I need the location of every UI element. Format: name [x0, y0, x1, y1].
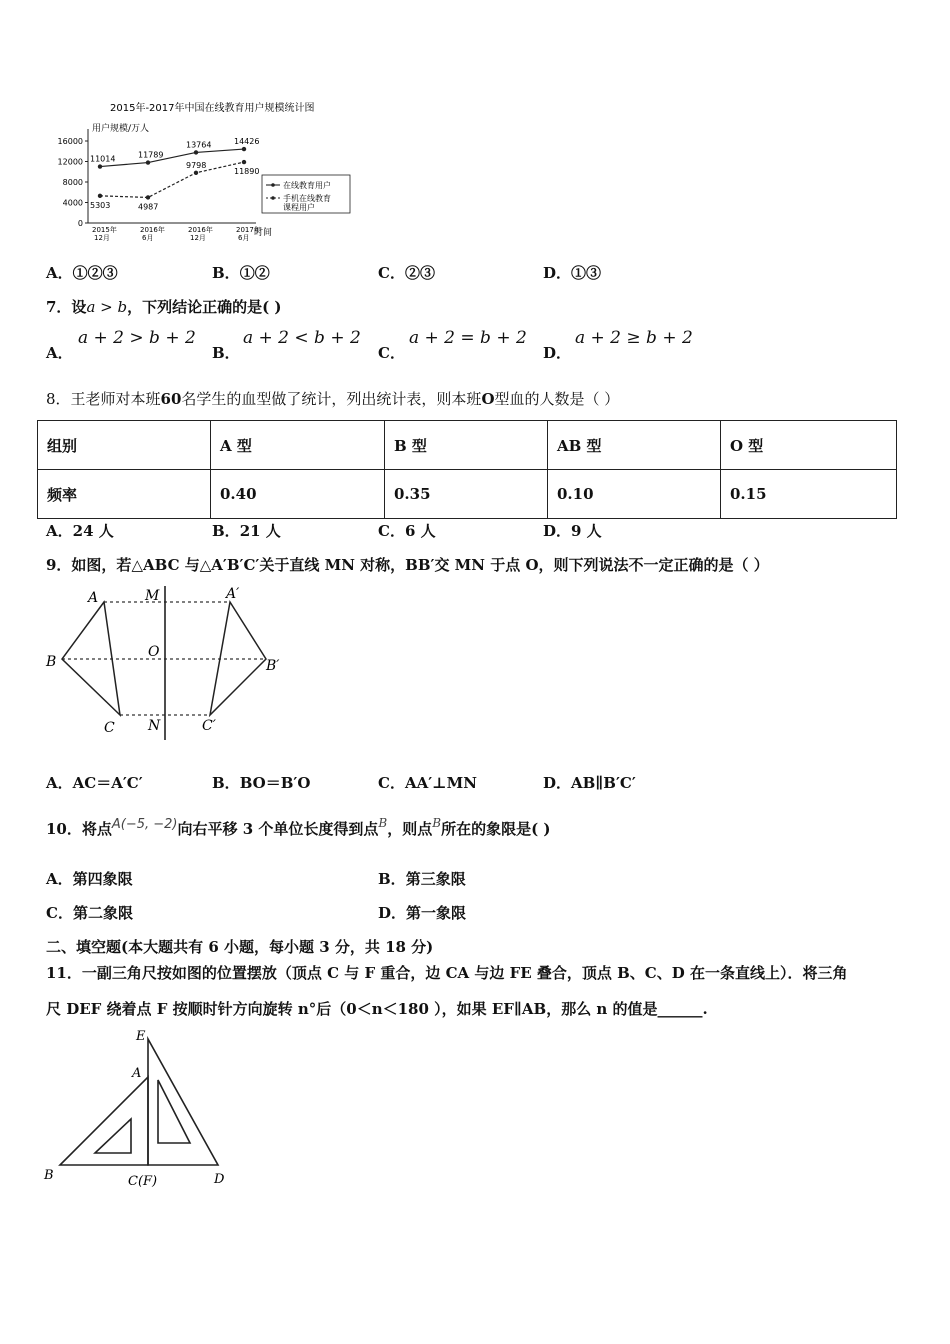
legend-marker — [271, 183, 275, 187]
q7-option-c-math: a + 2 = b + 2 — [409, 328, 527, 348]
q10-stem-d: 所在的象限是( ) — [441, 820, 551, 838]
option-label: C． — [46, 904, 73, 922]
label-d: D — [214, 1172, 225, 1187]
label-cf: C(F) — [128, 1174, 158, 1189]
label-m: M — [145, 588, 160, 604]
option-text: 6 人 — [404, 522, 436, 540]
label-c-prime: C′ — [202, 718, 216, 734]
table-cell: 频率 — [38, 470, 211, 519]
q10-stem-c: ，则点 — [387, 820, 433, 838]
q8-stem-e: 型血的人数是（ ） — [494, 390, 620, 408]
label-b: B — [46, 654, 57, 670]
q10-option-b[interactable] — [378, 868, 466, 889]
option-text: 9 人 — [571, 522, 602, 540]
table-header-cell: B 型 — [385, 421, 548, 470]
data-label: 13764 — [186, 140, 212, 150]
q8-stem-c: 名学生的血型做了统计，列出统计表，则本班 — [181, 390, 482, 408]
q8-option-c[interactable] — [378, 520, 436, 541]
option-text: 21 人 — [239, 522, 281, 540]
y-tick-label: 8000 — [62, 178, 83, 187]
triangle-abc — [60, 1077, 148, 1165]
q11-stem-line2: 尺 DEF 绕着点 F 按顺时针方向旋转 n°后（0＜n＜180 ），如果 EF∥AB，那么 n 的值是______. — [46, 1000, 708, 1018]
x-tick-label-month: 6月 — [238, 234, 250, 242]
q11-stem-line1: 11．一副三角尺按如图的位置摆放（顶点 C 与 F 重合，边 CA 与边 FE 叠合，顶点 B、C、D 在一条直线上）．将三角 — [46, 964, 848, 982]
data-point — [242, 147, 246, 151]
q8-stem-b: 60 — [160, 390, 182, 408]
chart-ylabel: 用户规模/万人 — [92, 124, 150, 134]
option-label: D． — [543, 522, 572, 540]
table-header-cell: 组别 — [38, 421, 211, 470]
y-tick-label: 12000 — [57, 157, 83, 167]
q10-stem-b: 向右平移 3 个单位长度得到点 — [177, 820, 379, 838]
series-line — [100, 162, 244, 197]
label-a: A — [88, 590, 99, 606]
q9-option-b[interactable] — [212, 772, 310, 793]
x-tick-label-month: 6月 — [142, 234, 154, 242]
table-header-cell: A 型 — [211, 421, 385, 470]
q6-option-d[interactable] — [543, 262, 601, 283]
table-header-cell: O 型 — [721, 421, 897, 470]
q7-option-a-math: a + 2 > b + 2 — [78, 328, 196, 348]
data-point — [194, 150, 198, 154]
option-label: A． — [46, 522, 73, 540]
q9-option-a[interactable] — [46, 772, 143, 793]
legend-label: 手机在线教育 — [283, 194, 331, 203]
q6-option-b[interactable] — [212, 262, 270, 283]
triangle-def-inner — [158, 1080, 190, 1143]
label-e: E — [136, 1029, 146, 1044]
table-header-cell: AB 型 — [548, 421, 721, 470]
label-a-prime: A′ — [226, 586, 240, 602]
q6-option-a[interactable] — [46, 262, 118, 283]
option-label: B． — [212, 344, 240, 362]
option-text: ①②③ — [72, 264, 118, 282]
data-label: 11789 — [138, 150, 164, 160]
table-cell: 0.35 — [385, 470, 548, 519]
table-cell: 0.10 — [548, 470, 721, 519]
data-point — [242, 160, 246, 164]
option-label: C． — [378, 344, 405, 362]
q8-option-a[interactable] — [46, 520, 114, 541]
data-label: 5303 — [90, 200, 111, 210]
label-a: A — [132, 1066, 142, 1081]
option-label: B． — [212, 264, 240, 282]
blood-type-table — [37, 420, 897, 519]
option-label: B． — [378, 870, 406, 888]
option-label: A． — [46, 344, 73, 362]
x-tick-label-month: 12月 — [190, 234, 206, 242]
table-cell: 0.15 — [721, 470, 897, 519]
q7-option-d-math: a + 2 ≥ b + 2 — [575, 328, 693, 348]
option-label: B． — [212, 522, 240, 540]
q10-point-a: A(−5, −2) — [111, 817, 178, 832]
q7-option-a[interactable] — [46, 342, 73, 363]
label-b-prime: B′ — [266, 658, 280, 674]
option-label: D． — [543, 774, 572, 792]
label-o: O — [148, 644, 160, 660]
q8-stem — [46, 388, 619, 409]
option-text: ①③ — [571, 264, 602, 282]
option-label: A． — [46, 870, 73, 888]
q7-option-d[interactable] — [543, 342, 571, 363]
q7-stem-math: a > b — [86, 298, 128, 316]
option-text: ①② — [239, 264, 270, 282]
x-tick-label: 2015年 — [92, 226, 117, 234]
x-tick-label: 2017年 — [236, 226, 261, 234]
q8-option-b[interactable] — [212, 520, 281, 541]
label-n: N — [148, 718, 161, 734]
option-text: 第二象限 — [72, 904, 133, 922]
q10-option-d[interactable] — [378, 902, 466, 923]
data-label: 11890 — [234, 167, 260, 177]
y-tick-labels — [58, 137, 88, 228]
chart-xlabel: 时间 — [254, 228, 273, 238]
q8-option-d[interactable] — [543, 520, 602, 541]
q6-option-c[interactable] — [378, 262, 435, 283]
table-header-row — [38, 421, 897, 470]
q11-set-square-figure — [40, 1025, 240, 1195]
user-scale-line-chart — [40, 95, 360, 255]
y-tick-label: 16000 — [57, 137, 83, 146]
option-text: AA′⊥MN — [404, 774, 477, 792]
q10-option-c[interactable] — [46, 902, 133, 923]
option-label: D． — [378, 904, 407, 922]
legend-marker — [271, 196, 275, 200]
option-label: A． — [46, 774, 73, 792]
q9-option-c[interactable] — [378, 772, 477, 793]
option-text: 第三象限 — [405, 870, 466, 888]
q7-option-b[interactable] — [212, 342, 240, 363]
data-point — [98, 194, 102, 198]
option-text: BO＝B′O — [239, 774, 311, 792]
data-label: 4987 — [138, 202, 159, 212]
series-line — [100, 149, 244, 166]
data-label: 14426 — [234, 137, 260, 147]
q7-stem — [46, 296, 282, 317]
legend-label-cont: 课程用户 — [283, 203, 315, 212]
q7-option-c[interactable] — [378, 342, 405, 363]
x-tick-label: 2016年 — [140, 226, 165, 234]
option-text: 第四象限 — [72, 870, 133, 888]
table-row — [38, 470, 897, 519]
label-b: B — [44, 1168, 54, 1183]
q7-option-b-math: a + 2 < b + 2 — [243, 328, 361, 348]
option-text: 24 人 — [72, 522, 114, 540]
option-text: 第一象限 — [406, 904, 467, 922]
option-label: D． — [543, 264, 572, 282]
data-point — [194, 171, 198, 175]
option-label: C． — [378, 264, 405, 282]
data-label: 11014 — [90, 154, 116, 164]
q9-option-d[interactable] — [543, 772, 636, 793]
label-c: C — [104, 720, 115, 736]
data-point — [98, 164, 102, 168]
q10-point-b: B — [378, 816, 388, 830]
q7-stem-prefix: 7．设 — [46, 298, 87, 316]
option-label: C． — [378, 522, 405, 540]
option-text: AB∥B′C′ — [571, 774, 636, 792]
chart-series — [90, 137, 259, 211]
chart-legend — [262, 175, 350, 213]
y-tick-label: 0 — [77, 219, 83, 228]
q8-stem-d: O — [481, 390, 495, 408]
data-label: 9798 — [186, 160, 207, 170]
table-cell: 0.40 — [211, 470, 385, 519]
option-text: AC＝A′C′ — [72, 774, 143, 792]
chart-title: 2015年-2017年中国在线教育用户规模统计图 — [110, 103, 315, 114]
q10-stem — [46, 818, 551, 839]
q9-stem: 9．如图，若△ABC 与△A′B′C′关于直线 MN 对称，BB′交 MN 于点 O，则下列说法不一定正确的是（ ） — [46, 556, 769, 574]
x-tick-label: 2016年 — [188, 226, 213, 234]
data-point — [146, 160, 150, 164]
data-point — [146, 195, 150, 199]
option-label: C． — [378, 774, 405, 792]
x-tick-label-month: 12月 — [94, 234, 110, 242]
q9-symmetry-figure — [40, 582, 300, 742]
q10-point-b2: B — [432, 816, 442, 830]
q7-stem-suffix: ，下列结论正确的是( ) — [127, 298, 282, 316]
q8-stem-a: 8．王老师对本班 — [46, 390, 161, 408]
q10-stem-a: 10．将点 — [46, 820, 112, 838]
option-label: D． — [543, 344, 572, 362]
option-text: ②③ — [404, 264, 435, 282]
section-heading: 二、填空题(本大题共有 6 小题，每小题 3 分，共 18 分) — [46, 938, 434, 956]
chart-axes — [88, 129, 256, 223]
option-label: B． — [212, 774, 240, 792]
x-tick-labels — [92, 225, 261, 242]
y-tick-label: 4000 — [62, 198, 83, 208]
option-label: A． — [46, 264, 73, 282]
legend-label: 在线教育用户 — [283, 181, 331, 190]
q10-option-a[interactable] — [46, 868, 133, 889]
